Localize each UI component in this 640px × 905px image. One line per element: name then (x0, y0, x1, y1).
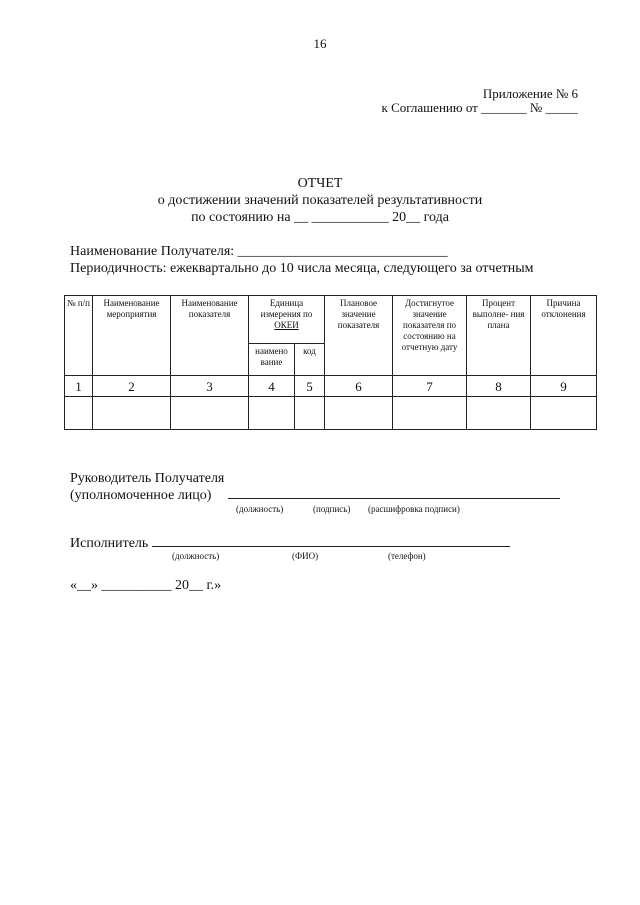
caption-executor-name: (ФИО) (292, 551, 319, 561)
indicators-table (64, 295, 597, 430)
authorized-person-label: (уполномоченное лицо) (70, 488, 212, 503)
report-date-line: по состоянию на __ ___________ 20__ года (191, 210, 449, 225)
table-cell (65, 397, 93, 430)
page-number: 16 (313, 36, 327, 51)
header-indicator: Наименование показателя (171, 296, 249, 376)
table-cell (295, 397, 325, 430)
header-unit-okei: ОКЕИ (274, 320, 299, 330)
header-unit-code: код (295, 344, 325, 376)
header-reason: Причина отклонения (531, 296, 597, 376)
head-signature-line (228, 498, 560, 499)
executor-signature-line (152, 546, 510, 547)
header-unit-name: наимено вание (249, 344, 295, 376)
caption-signature: (подпись) (313, 504, 351, 514)
report-subtitle: о достижении значений показателей результативности (157, 193, 483, 208)
periodicity-line: Периодичность: ежеквартально до 10 числа месяца, следующего за отчетным (70, 261, 534, 276)
header-percent: Процент выполне- ния плана (467, 296, 531, 376)
header-planned: Плановое значение показателя (325, 296, 393, 376)
caption-executor-phone: (телефон) (388, 551, 426, 561)
executor-label: Исполнитель (70, 536, 149, 551)
table-cell (467, 397, 531, 430)
column-number: 9 (531, 376, 597, 397)
column-number: 6 (325, 376, 393, 397)
column-number: 1 (65, 376, 93, 397)
column-number: 2 (93, 376, 171, 397)
column-number: 3 (171, 376, 249, 397)
table-row (65, 397, 597, 430)
recipient-name-line: Наименование Получателя: ______________________________ (70, 244, 448, 259)
column-number: 4 (249, 376, 295, 397)
table-cell (325, 397, 393, 430)
table-cell (393, 397, 467, 430)
caption-position: (должность) (236, 504, 284, 514)
table-cell (171, 397, 249, 430)
column-number: 7 (393, 376, 467, 397)
header-achieved: Достигнутое значение показателя по состоянию на отчетную дату (393, 296, 467, 376)
table-cell (93, 397, 171, 430)
column-number: 5 (295, 376, 325, 397)
table-column-numbers-row (65, 376, 597, 397)
head-of-recipient-label: Руководитель Получателя (70, 471, 225, 486)
header-unit-label: Единица измерения по (260, 298, 313, 319)
report-heading: ОТЧЕТ (297, 176, 343, 191)
appendix-number: Приложение № 6 (482, 86, 578, 101)
appendix-agreement-ref: к Соглашению от _______ № _____ (381, 100, 578, 115)
caption-executor-position: (должность) (172, 551, 220, 561)
header-event: Наименование мероприятия (93, 296, 171, 376)
column-number: 8 (467, 376, 531, 397)
table-cell (249, 397, 295, 430)
table-cell (531, 397, 597, 430)
caption-decoding: (расшифровка подписи) (368, 504, 460, 514)
table-header-row (65, 296, 597, 344)
header-no: № п/п (65, 296, 93, 376)
date-line: «__» __________ 20__ г.» (70, 578, 222, 593)
header-unit (249, 296, 325, 344)
